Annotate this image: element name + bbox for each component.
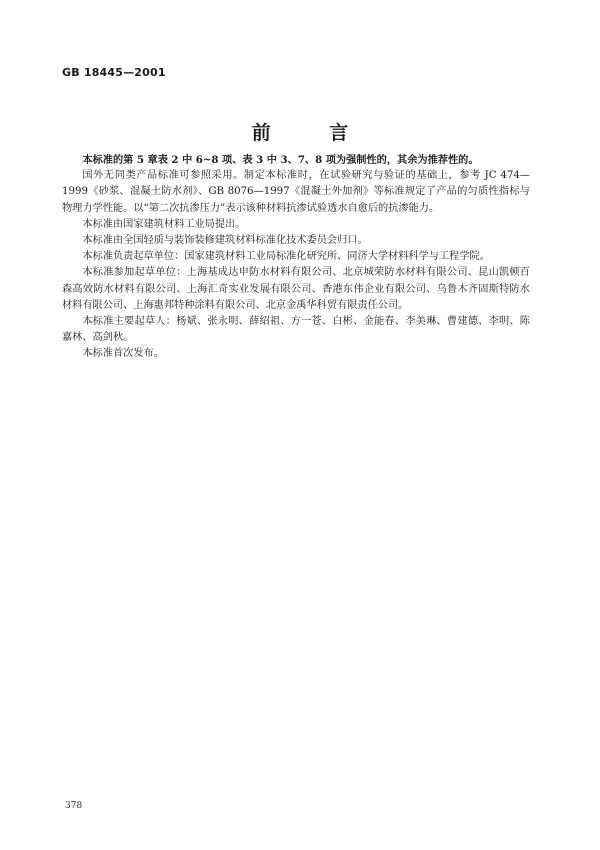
- page-number: 378: [65, 801, 83, 811]
- main-drafters-paragraph: 本标准主要起草人：杨斌、张永明、薛绍祖、方一苍、白彬、金能春、李美琳、曹建德、李明、陈嘉林、高剑秋。: [62, 316, 530, 344]
- foreword-body: [62, 152, 530, 363]
- standard-code: GB 18445—2001: [62, 66, 166, 79]
- mandatory-clause-paragraph: 本标准的第 5 章表 2 中 6~8 项、表 3 中 3、7、8 项为强制性的，其余为推荐性的。: [82, 154, 479, 166]
- page-title: 前 言: [251, 122, 375, 144]
- participating-drafters-paragraph: 本标准参加起草单位：上海基成达申防水材料有限公司、北京城荣防水材料有限公司、昆山凯顿百森高效防水材料有限公司、上海汇奇实业发展有限公司、香港东伟企业有限公司、乌鲁木齐固斯特防水材料有限公司、上海惠邦特种涂料有限公司、北京金禹华科贸有限责任公司。: [62, 267, 530, 311]
- proposer-paragraph: 本标准由国家建筑材料工业局提出。: [82, 218, 246, 230]
- first-release-paragraph: 本标准首次发布。: [82, 348, 164, 360]
- committee-paragraph: 本标准由全国轻质与装饰装修建筑材料标准化技术委员会归口。: [82, 235, 368, 247]
- lead-drafter-paragraph: 本标准负责起草单位：国家建筑材料工业局标准化研究所、同济大学材料科学与工程学院。: [82, 251, 490, 263]
- reference-paragraph: 国外无同类产品标准可参照采用。制定本标准时，在试验研究与验证的基础上，参考 JC 474—1999《砂浆、混凝土防水剂》、GB 8076—1997《混凝土外加剂》等标准规定了产品的匀质性指标与物理力学性能。以“第二次抗渗压力”表示该种材料抗渗试验透水自愈后的抗渗能力。: [62, 170, 530, 214]
